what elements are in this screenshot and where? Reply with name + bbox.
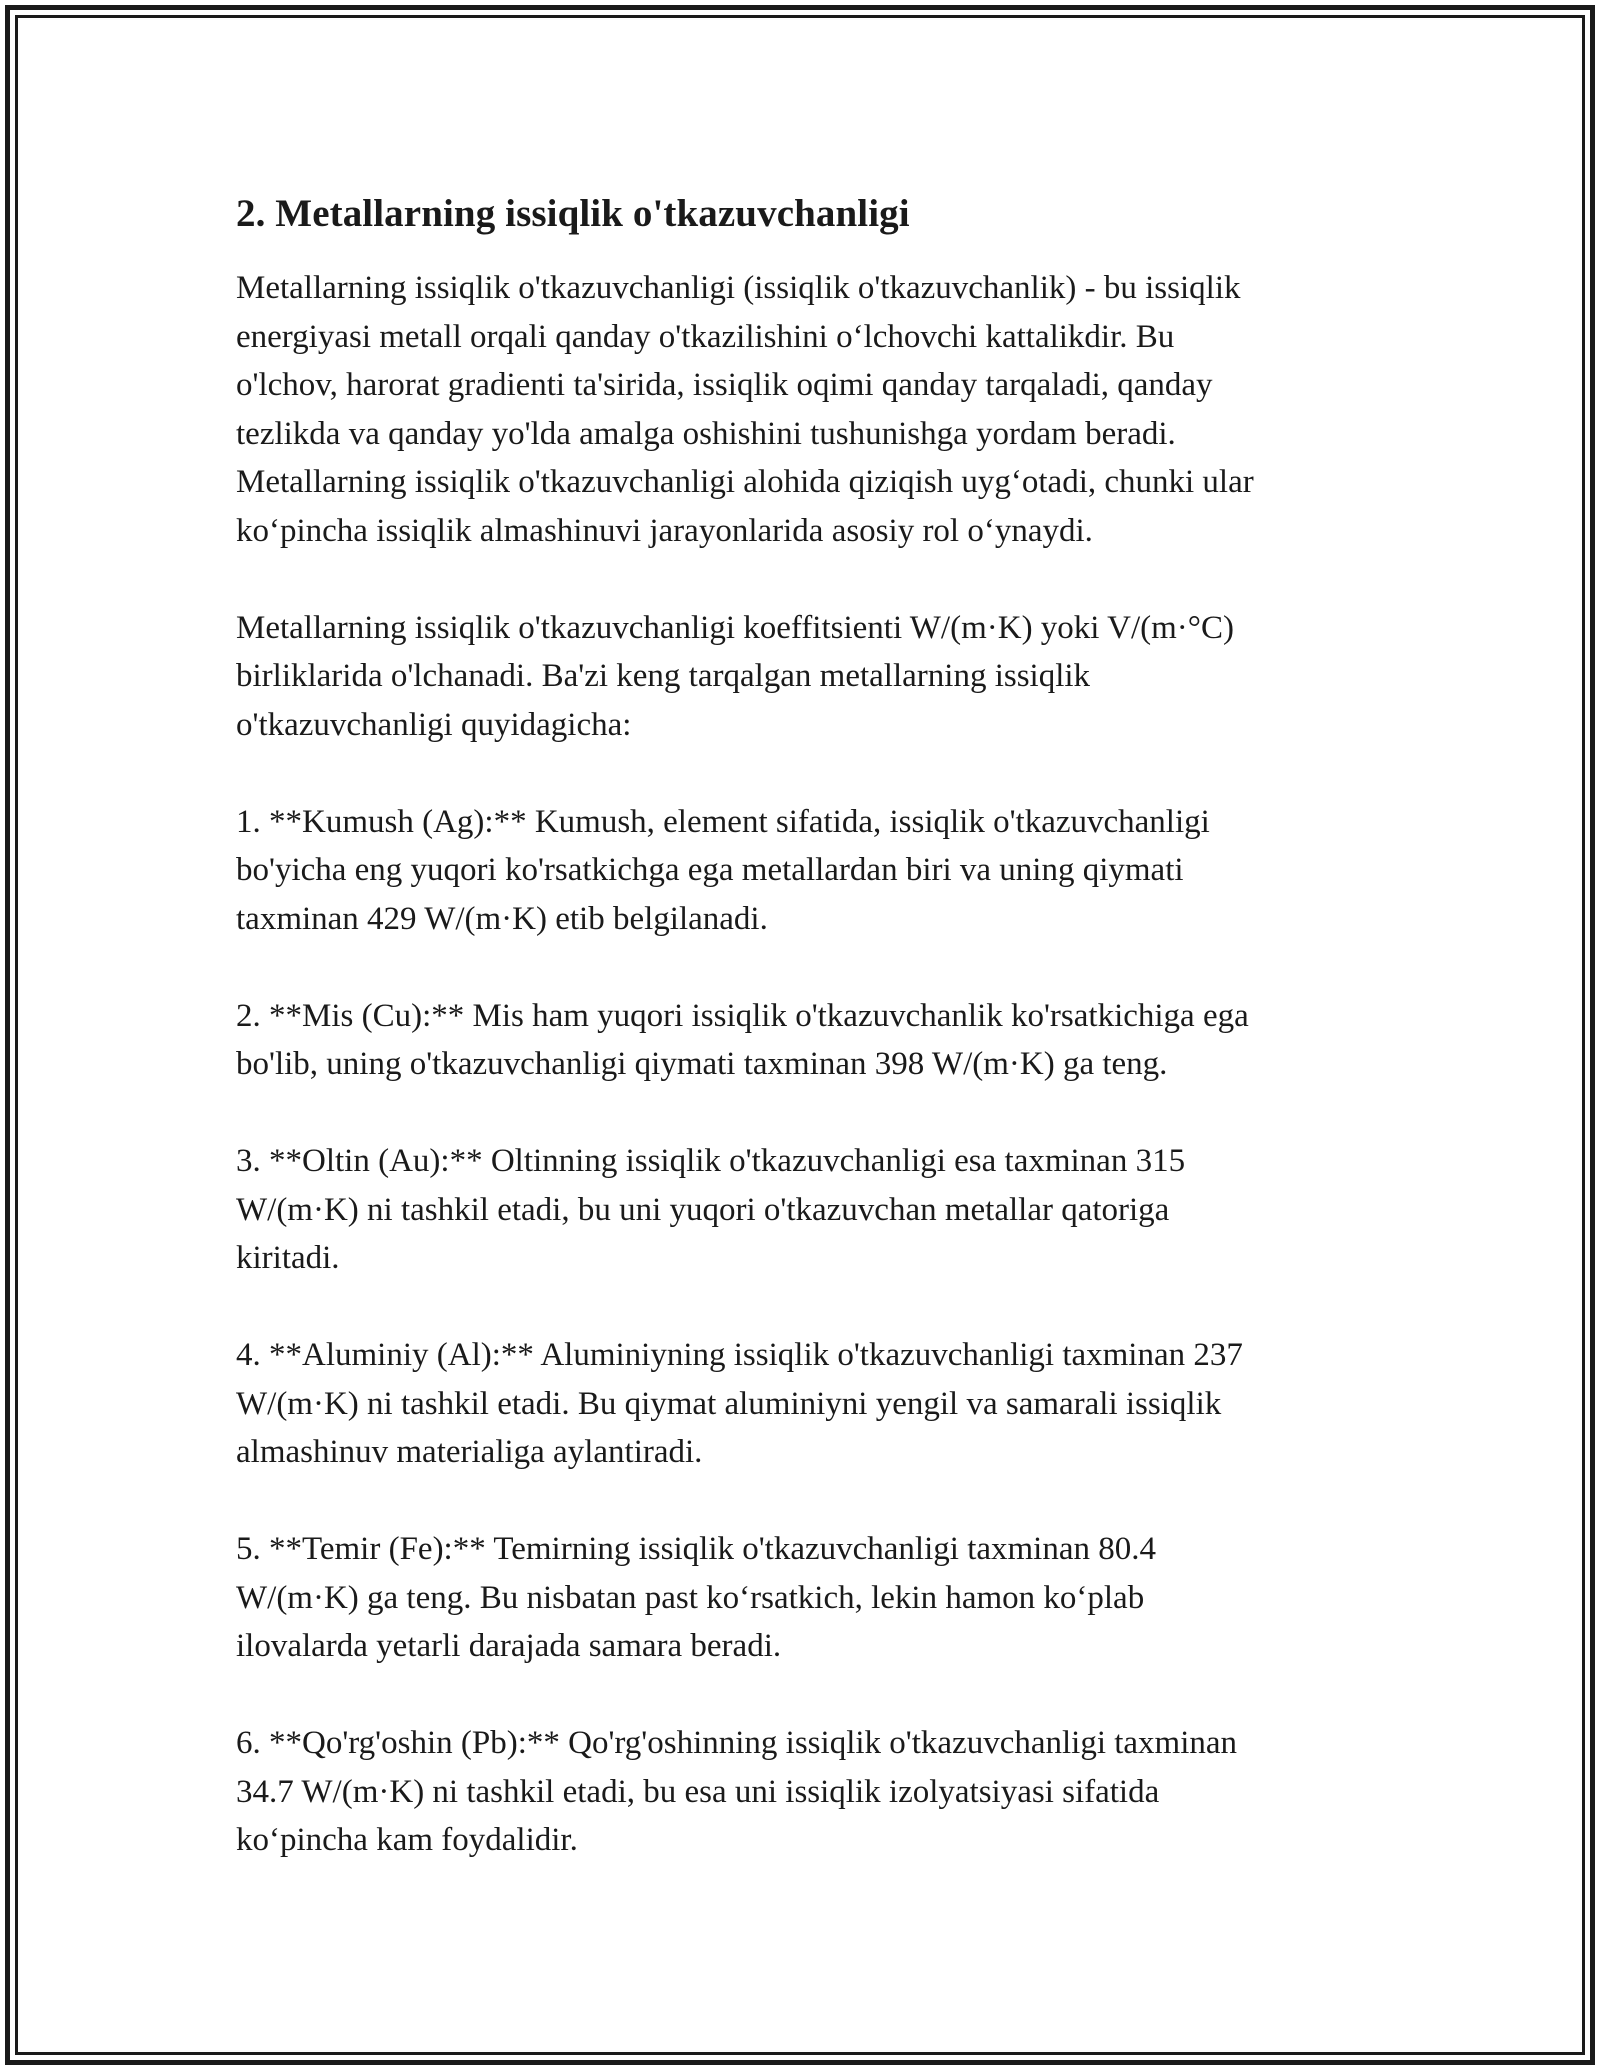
list-item-gold: 3. **Oltin (Au):** Oltinning issiqlik o'tkazuvchanligi esa taxminan 315 W/(m·K) ni tashkil etadi, bu uni yuqori o'tkazuvchan metallar qatoriga kiritadi.	[236, 1143, 1186, 1276]
list-item-silver: 1. **Kumush (Ag):** Kumush, element sifatida, issiqlik o'tkazuvchanligi bo'yicha eng yuqori ko'rsatkichga ega metallardan biri va uning qiymati taxminan 429 W/(m·K) etib belgilanadi.	[236, 803, 1210, 937]
list-item-iron: 5. **Temir (Fe):** Temirning issiqlik o'tkazuvchanligi taxminan 80.4 W/(m·K) ga teng. Bu nisbatan past koʻrsatkich, lekin hamon koʻplab ilovalarda yetarli darajada samara beradi.	[236, 1531, 1156, 1664]
intro-paragraph: Metallarning issiqlik o'tkazuvchanligi (issiqlik o'tkazuvchanlik) - bu issiqlik energiyasi metall orqali qanday o'tkazilishini oʻlchovchi kattalikdir. Bu o'lchov, harorat gradienti ta'sirida, issiqlik oqimi qanday tarqaladi, qanday tezlikda va qanday yo'lda amalga oshishini tushunishga yordam beradi. Metallarning issiqlik o'tkazuvchanligi alohida qiziqish uygʻotadi, chunki ular koʻpincha issiqlik almashinuvi jarayonlarida asosiy rol oʻynaydi.	[236, 270, 1254, 549]
section-heading: 2. Metallarning issiqlik o'tkazuvchanligi	[236, 192, 910, 235]
document-body	[236, 186, 1376, 1865]
list-item-lead: 6. **Qo'rg'oshin (Pb):** Qo'rg'oshinning issiqlik o'tkazuvchanligi taxminan 34.7 W/(m·K) ni tashkil etadi, bu esa uni issiqlik izolyatsiyasi sifatida koʻpincha kam foydalidir.	[236, 1725, 1238, 1858]
list-item-aluminium: 4. **Aluminiy (Al):** Aluminiyning issiqlik o'tkazuvchanligi taxminan 237 W/(m·K) ni tashkil etadi. Bu qiymat aluminiyni yengil va samarali issiqlik almashinuv materialiga aylantiradi.	[236, 1337, 1243, 1470]
units-paragraph: Metallarning issiqlik o'tkazuvchanligi koeffitsienti W/(m·K) yoki V/(m·°C) birliklarida o'lchanadi. Ba'zi keng tarqalgan metallarning issiqlik o'tkazuvchanligi quyidagicha:	[236, 609, 1234, 743]
list-item-copper: 2. **Mis (Cu):** Mis ham yuqori issiqlik o'tkazuvchanlik ko'rsatkichiga ega bo'lib, uning o'tkazuvchanligi qiymati taxminan 398 W/(m·K) ga teng.	[236, 997, 1249, 1082]
